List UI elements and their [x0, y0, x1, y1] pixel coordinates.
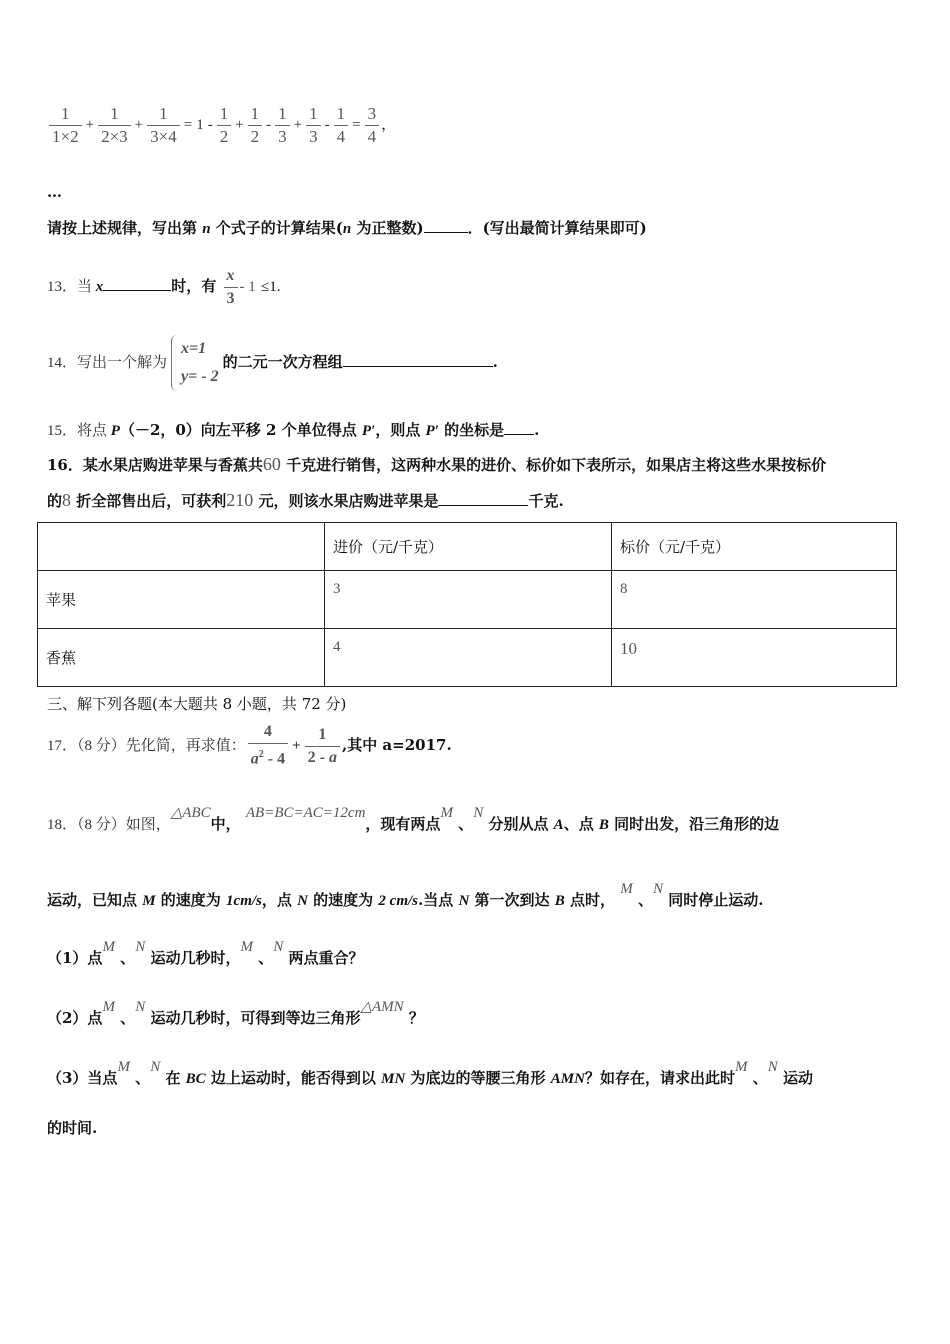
- answer-blank[interactable]: [504, 420, 534, 435]
- answer-blank[interactable]: [343, 352, 493, 367]
- fraction: $\frac{1}{2\times 3}$: [98, 104, 131, 147]
- question-18-line2: 运动，已知点 M 的速度为 1cm/s，点 N 的速度为 2 cm/s.当点 N 第一次到达 B 点时， M 、N 同时停止运动.: [47, 881, 764, 909]
- question-18-part2: （2）点M 、N 运动几秒时，可得到等边三角形△AMN ？: [47, 999, 424, 1027]
- question-18-part3-cont: 的时间.: [47, 1119, 98, 1137]
- question-15: 15．将点 P（－2，0）向左平移 2 个单位得点 P′，则点 P′ 的坐标是 .: [47, 421, 540, 439]
- table-header-cell: [38, 523, 325, 571]
- q12-formula: $\frac{1}{1\times 2}$ + $\frac{1}{2\times 3}$ + $\frac{1}{3\times 4}$ = 1 - $\frac{1}{2}$ + $\frac{1}{2}$ - $\frac{1}{3}$ + $\frac{1}{3}$ - $\frac{1}{4}$ = $\frac{3}{4}$ ，: [47, 100, 906, 149]
- answer-blank[interactable]: [424, 218, 468, 233]
- fraction: $\frac{1}{3\times 4}$: [147, 104, 180, 147]
- table-header-cell: 标价（元/千克）: [612, 523, 897, 571]
- table-row: [38, 571, 897, 629]
- fraction: $\frac{x}{3}$: [224, 266, 238, 309]
- table-cell: 苹果: [38, 571, 325, 629]
- question-16-line2: 的8 折全部售出后，可获利210 元，则该水果店购进苹果是 千克.: [47, 490, 564, 510]
- fraction: $\frac{3}{4}$: [365, 104, 380, 147]
- fraction: $\frac{1}{3}$: [275, 104, 290, 147]
- fraction: $\frac{1}{2 - a}$: [305, 725, 340, 768]
- fraction: $\frac{1}{3}$: [306, 104, 321, 147]
- table-row: [38, 629, 897, 687]
- table-cell: 香蕉: [38, 629, 325, 687]
- table-header-row: [38, 523, 897, 571]
- question-14: 14．写出一个解为 x=1 y= - 2 的二元一次方程组 .: [47, 332, 906, 393]
- answer-blank[interactable]: [438, 491, 528, 506]
- table-header-cell: 进价（元/千克）: [325, 523, 612, 571]
- equation-system: x=1 y= - 2: [171, 335, 219, 391]
- price-table: [37, 522, 897, 687]
- fraction: $\frac{1}{4}$: [334, 104, 349, 147]
- table-cell: 10: [612, 629, 897, 687]
- question-18-part1: （1）点M 、N 运动几秒时，M 、N 两点重合？: [47, 939, 364, 967]
- question-18-part3: （3）当点M 、N 在 BC 边上运动时，能否得到以 MN 为底边的等腰三角形 AMN？如存在，请求出此时M 、N 运动: [47, 1059, 813, 1087]
- question-17: 17．（8 分）先化简，再求值： $\frac{4}{a^2 - 4}$ + $\frac{1}{2 - a}$ ,其中 a=2017.: [47, 723, 452, 768]
- table-cell: 8: [612, 571, 897, 629]
- answer-blank[interactable]: [103, 276, 171, 291]
- fraction: $\frac{1}{2}$: [217, 104, 232, 147]
- question-16-line1: 16．某水果店购进苹果与香蕉共60 千克进行销售，这两种水果的进价、标价如下表所示，如果店主将这些水果按标价: [47, 454, 827, 474]
- ellipsis: …: [47, 183, 62, 201]
- table-cell: 3: [325, 571, 612, 629]
- fraction: $\frac{4}{a^2 - 4}$: [248, 722, 288, 769]
- question-13: 13．当 x 时，有 $\frac{x}{3}$ - 1 ≤1.: [47, 266, 281, 307]
- fraction: $\frac{1}{2}$: [248, 104, 263, 147]
- question-18-line1: 18．（8 分）如图，△ABC中， AB=BC=AC=12cm，现有两点M 、N 分别从点 A、点 B 同时出发，沿三角形的边: [47, 805, 780, 833]
- q12-prompt: 请按上述规律，写出第 n 个式子的计算结果(n 为正整数) ．(写出最简计算结果即可): [47, 219, 647, 237]
- fraction: $\frac{1}{1\times 2}$: [49, 104, 82, 147]
- table-cell: 4: [325, 629, 612, 687]
- section-heading: 三、解下列各题(本大题共 8 小题，共 72 分): [47, 695, 347, 713]
